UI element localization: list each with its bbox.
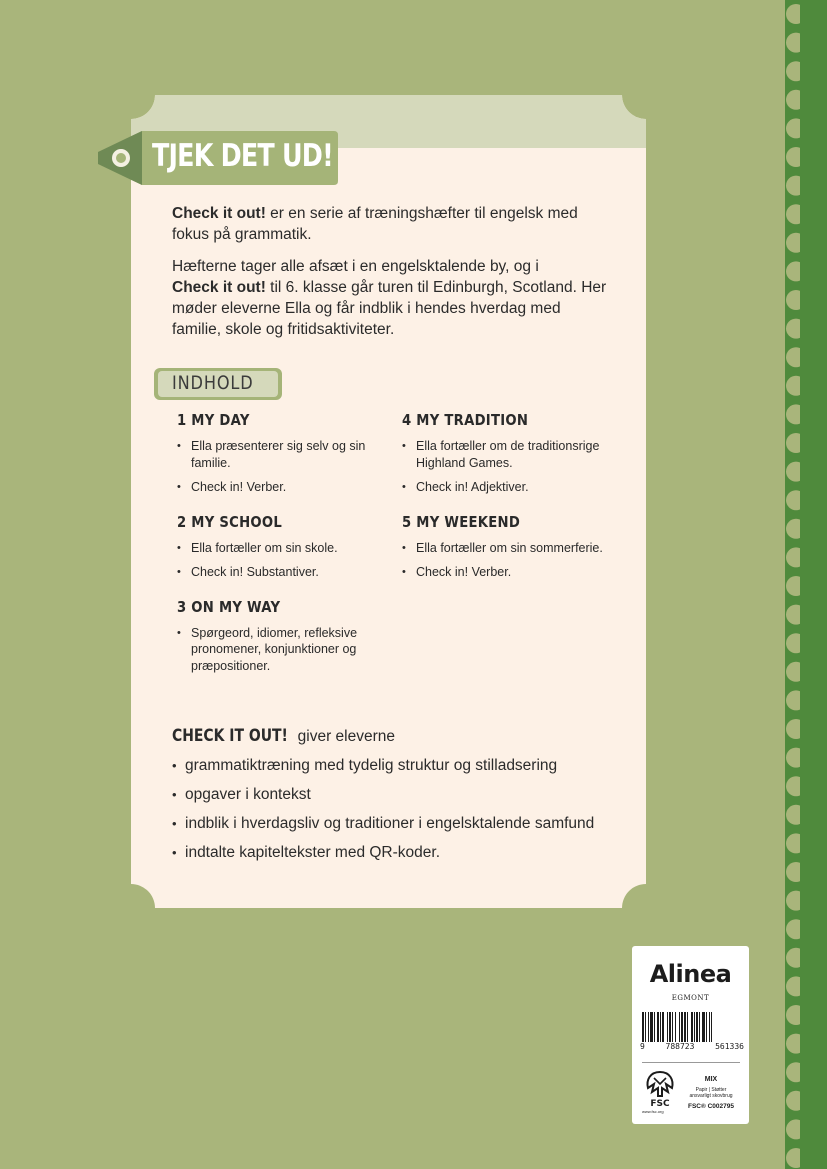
contents-column-left: [177, 411, 387, 691]
barcode-bar: [650, 1012, 653, 1042]
imprint-name: EGMONT: [671, 994, 710, 1002]
chapter-item: • Ella præsenterer sig selv og sin familie.: [177, 438, 387, 471]
fsc-mix: MIX: [704, 1076, 718, 1083]
fsc-label: FSC: [650, 1099, 670, 1109]
barcode-bar: [669, 1012, 671, 1042]
spiral-bump: [786, 519, 800, 539]
spiral-bump: [786, 633, 800, 653]
spiral-bump: [786, 490, 800, 510]
intro-text-1: er en serie af træningshæfter til engelsk med fokus på grammatik.: [172, 205, 578, 243]
barcode-bar: [711, 1012, 712, 1042]
fsc-text-line: Papir | Støtter: [695, 1087, 727, 1093]
chapter-item: • Check in! Verber.: [402, 564, 612, 581]
brand-name: Check it out!: [172, 205, 266, 222]
spiral-bump: [786, 376, 800, 396]
barcode-bar: [662, 1012, 664, 1042]
barcode-bar: [702, 1012, 705, 1042]
spiral-bump: [786, 547, 800, 567]
chapter-2: [177, 513, 387, 581]
barcode-icon: [642, 1012, 740, 1042]
spiral-bump: [786, 33, 800, 53]
spiral-bump: [786, 662, 800, 682]
barcode-bar: [706, 1012, 707, 1042]
spiral-bump: [786, 204, 800, 224]
benefit-item: • indblik i hverdagsliv og traditioner i engelsktalende samfund: [172, 814, 622, 834]
intro-text-2b: til 6. klasse går turen til Edinburgh, Scotland. Her møder eleverne Ella og får indblik i hendes hverdag med familie, skole og fritidsaktiviteter.: [172, 279, 607, 338]
barcode-bar: [696, 1012, 698, 1042]
barcode-bar: [648, 1012, 649, 1042]
contents-column-right: [402, 411, 612, 598]
brand-logo-text: CHECK IT OUT!: [172, 726, 288, 746]
barcode-bar: [691, 1012, 693, 1042]
barcode-bar: [675, 1012, 676, 1042]
barcode-bar: [699, 1012, 700, 1042]
spiral-bump: [786, 261, 800, 281]
chapter-item: • Ella fortæller om sin sommerferie.: [402, 540, 612, 557]
barcode-bar: [657, 1012, 659, 1042]
spiral-bump: [786, 347, 800, 367]
chapter-title: 2 MY SCHOOL: [177, 512, 283, 531]
barcode-bar: [672, 1012, 673, 1042]
spiral-bump: [786, 90, 800, 110]
isbn-part: 561336: [715, 1042, 744, 1051]
spiral-bumps: [770, 0, 800, 1169]
chapter-item: • Check in! Adjektiver.: [402, 479, 612, 496]
isbn-part: 788723: [665, 1042, 695, 1051]
fsc-url: www.fsc.org: [642, 1109, 664, 1114]
barcode-bar: [679, 1012, 680, 1042]
spiral-bump: [786, 833, 800, 853]
spiral-bump: [786, 4, 800, 24]
spiral-bump: [786, 605, 800, 625]
spiral-bump: [786, 176, 800, 196]
spiral-bump: [786, 976, 800, 996]
spiral-bump: [786, 319, 800, 339]
chapter-4: [402, 411, 612, 496]
fsc-code: FSC® C002795: [688, 1103, 734, 1110]
chapter-item: • Check in! Verber.: [177, 479, 387, 496]
barcode-bar: [684, 1012, 686, 1042]
chapter-title: 4 MY TRADITION: [402, 411, 529, 429]
publisher-logo: Alinea: [649, 960, 732, 988]
benefit-item: • indtalte kapiteltekster med QR-koder.: [172, 843, 622, 863]
spiral-bump: [786, 1005, 800, 1025]
chapter-3: [177, 598, 387, 675]
spiral-bump: [786, 147, 800, 167]
spiral-bump: [786, 690, 800, 710]
fsc-text-line: ansvarligt skovbrug: [689, 1093, 733, 1099]
chapter-1: [177, 411, 387, 496]
spiral-bump: [786, 1119, 800, 1139]
benefit-item: • grammatiktræning med tydelig struktur og stilladsering: [172, 756, 622, 776]
barcode-bar: [660, 1012, 661, 1042]
barcode-bar: [667, 1012, 668, 1042]
divider: [642, 1062, 740, 1063]
fsc-description: [680, 1087, 742, 1099]
spiral-bump: [786, 862, 800, 882]
intro-text-2a: Hæfterne tager alle afsæt i en engelsktalende by, og i: [172, 258, 539, 275]
spiral-bump: [786, 805, 800, 825]
benefit-item: • opgaver i kontekst: [172, 785, 622, 805]
chapter-title: 1 MY DAY: [177, 411, 250, 429]
chapter-item: • Check in! Substantiver.: [177, 564, 387, 581]
barcode-bar: [645, 1012, 646, 1042]
barcode-bar: [709, 1012, 710, 1042]
benefits-section: [172, 726, 622, 872]
spiral-bump: [786, 1034, 800, 1054]
spiral-bump: [786, 462, 800, 482]
spiral-bump: [786, 61, 800, 81]
brand-name: Check it out!: [172, 279, 266, 296]
spiral-bump: [786, 919, 800, 939]
spiral-bump: [786, 233, 800, 253]
barcode-bar: [642, 1012, 644, 1042]
spiral-bump: [786, 576, 800, 596]
isbn-number: [640, 1042, 744, 1051]
spiral-bump: [786, 118, 800, 138]
intro-paragraph-1: [172, 203, 612, 245]
spiral-bump: [786, 1091, 800, 1111]
chapter-title: 3 ON MY WAY: [177, 597, 281, 616]
isbn-part: 9: [640, 1042, 645, 1051]
page-title: TJEK DET UD!: [152, 138, 333, 174]
spiral-bump: [786, 891, 800, 911]
spiral-bump: [786, 776, 800, 796]
spiral-bump: [786, 719, 800, 739]
barcode-bar: [687, 1012, 688, 1042]
benefits-heading: [172, 726, 622, 746]
benefits-lead: giver eleverne: [293, 728, 396, 745]
contents-heading: INDHOLD: [172, 372, 254, 394]
spiral-bump: [786, 948, 800, 968]
barcode-bar: [654, 1012, 655, 1042]
barcode-bar: [681, 1012, 683, 1042]
chapter-5: [402, 513, 612, 581]
barcode-box: [632, 946, 749, 1124]
spiral-bump: [786, 290, 800, 310]
chapter-item: • Ella fortæller om sin skole.: [177, 540, 387, 557]
chapter-item: • Ella fortæller om de traditionsrige Highland Games.: [402, 438, 612, 471]
chapter-title: 5 MY WEEKEND: [402, 512, 521, 531]
spiral-bump: [786, 1148, 800, 1168]
spiral-bump: [786, 748, 800, 768]
intro-paragraph-2: [172, 256, 612, 340]
spiral-bump: [786, 1062, 800, 1082]
barcode-bar: [694, 1012, 695, 1042]
chapter-item: • Spørgeord, idiomer, refleksive pronomener, konjunktioner og præpositioner.: [177, 625, 387, 675]
spiral-bump: [786, 433, 800, 453]
fsc-tree-icon: [644, 1070, 676, 1110]
spiral-bump: [786, 404, 800, 424]
